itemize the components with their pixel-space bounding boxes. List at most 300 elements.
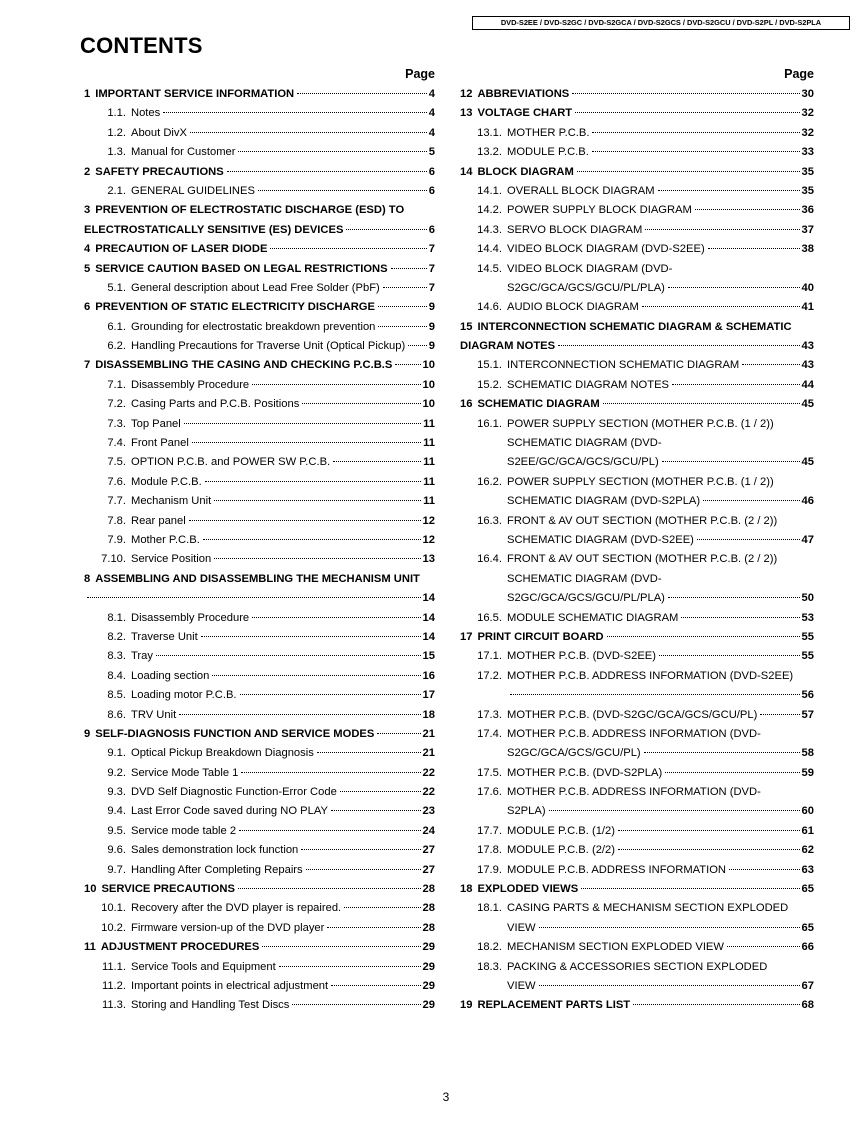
page-reference: 17: [422, 689, 435, 702]
toc-entry: [84, 612, 435, 631]
section-number: 6.2.: [107, 340, 126, 353]
toc-entry: [84, 650, 435, 669]
dot-leader: [270, 248, 426, 249]
toc-entry: [84, 534, 435, 553]
page-reference: 23: [422, 805, 435, 818]
section-number: 7.5.: [107, 456, 126, 469]
toc-entry: [84, 340, 435, 359]
section-title: Important points in electrical adjustment: [131, 979, 329, 992]
page-reference: 10: [422, 359, 435, 372]
toc-entry: [460, 418, 814, 437]
dot-leader: [577, 171, 800, 172]
page-reference: 14: [422, 592, 435, 605]
section-title: MODULE P.C.B. ADDRESS INFORMATION: [507, 863, 727, 876]
toc-entry: [84, 437, 435, 456]
toc-entry: [84, 883, 435, 902]
section-title: MODULE P.C.B.: [507, 146, 589, 159]
toc-entry: [460, 107, 814, 126]
page-reference: 68: [801, 999, 814, 1012]
page-reference: 11: [423, 437, 435, 450]
dot-leader: [163, 112, 427, 113]
section-number: 8.6.: [107, 708, 126, 721]
page-reference: 12: [422, 514, 435, 527]
dot-leader: [659, 655, 800, 656]
toc-entry: [460, 980, 814, 999]
toc-entry: [84, 282, 435, 301]
section-number: 7.4.: [107, 437, 126, 450]
section-number: 15.2.: [477, 378, 502, 391]
toc-entry: [460, 398, 814, 417]
page-reference: 22: [422, 766, 435, 779]
dot-leader: [201, 636, 421, 637]
section-number: 15: [460, 320, 473, 333]
dot-leader: [346, 229, 426, 230]
toc-entry: [84, 902, 435, 921]
page-reference: 10: [422, 398, 435, 411]
page-column-header: Page: [405, 67, 435, 81]
section-title: Service Position: [131, 553, 212, 566]
toc-entry: [460, 631, 814, 650]
section-title: Notes: [131, 107, 161, 120]
toc-entry: [460, 961, 814, 980]
section-title: VIDEO BLOCK DIAGRAM (DVD-: [507, 262, 673, 275]
page-reference: 24: [422, 824, 435, 837]
toc-entry: [84, 980, 435, 999]
dot-leader: [214, 500, 421, 501]
page-reference: 50: [801, 592, 814, 605]
page-reference: 12: [422, 533, 435, 546]
section-number: 1.2.: [107, 126, 126, 139]
section-title: SCHEMATIC DIAGRAM (DVD-: [507, 437, 662, 450]
page-reference: 27: [422, 863, 435, 876]
page-reference: 21: [422, 747, 435, 760]
page-reference: 35: [801, 165, 814, 178]
dot-leader: [642, 306, 800, 307]
page-reference: 43: [801, 359, 814, 372]
page-reference: 55: [801, 630, 814, 643]
dot-leader: [302, 403, 420, 404]
section-title: PRINT CIRCUIT BOARD: [477, 630, 604, 643]
section-title: ELECTROSTATICALLY SENSITIVE (ES) DEVICES: [84, 223, 344, 236]
section-title: Service Tools and Equipment: [131, 960, 276, 973]
dot-leader: [292, 1004, 420, 1005]
page-reference: 11: [423, 417, 435, 430]
section-title: IMPORTANT SERVICE INFORMATION: [95, 88, 295, 100]
section-number: 3: [84, 204, 91, 217]
page-reference: 32: [801, 107, 814, 120]
toc-entry: [84, 553, 435, 572]
dot-leader: [668, 597, 800, 598]
dot-leader: [179, 714, 420, 715]
dot-leader: [262, 946, 420, 947]
section-title: POWER SUPPLY SECTION (MOTHER P.C.B. (1 / 2)): [507, 475, 774, 488]
dot-leader: [581, 888, 799, 889]
section-number: 10.2.: [101, 921, 126, 934]
toc-entry: [84, 398, 435, 417]
dot-leader: [327, 927, 420, 928]
section-number: 14.3.: [477, 223, 502, 236]
toc-entry: [84, 592, 435, 611]
toc-right-column: [460, 64, 814, 1019]
section-title: SCHEMATIC DIAGRAM (DVD-: [507, 572, 662, 585]
page-reference: 47: [801, 533, 814, 546]
section-title: MOTHER P.C.B. ADDRESS INFORMATION (DVD-: [507, 727, 761, 740]
toc-entry: [84, 456, 435, 475]
toc-entry: [84, 146, 435, 165]
section-title: Service Mode Table 1: [131, 766, 239, 779]
section-title: GENERAL GUIDELINES: [131, 184, 255, 197]
toc-entry: [84, 864, 435, 883]
section-title: DIAGRAM NOTES: [460, 340, 556, 353]
toc-entry: [84, 185, 435, 204]
dot-leader: [252, 617, 420, 618]
toc-entry: [460, 825, 814, 844]
page-reference: 36: [801, 204, 814, 217]
page-reference: 66: [801, 941, 814, 954]
section-number: 9.3.: [107, 786, 126, 799]
section-title: MODULE SCHEMATIC DIAGRAM: [507, 611, 679, 624]
page-reference: 56: [801, 689, 814, 702]
dot-leader: [572, 93, 799, 94]
toc-entry: [460, 146, 814, 165]
section-number: 14.6.: [477, 301, 502, 314]
dot-leader: [156, 655, 421, 656]
section-number: 11: [84, 941, 96, 954]
section-number: 18.1.: [477, 902, 502, 915]
dot-leader: [378, 306, 427, 307]
toc-entry: [460, 185, 814, 204]
section-title: S2EE/GC/GCA/GCS/GCU/PL): [507, 456, 659, 469]
section-number: 9.7.: [107, 863, 126, 876]
page-reference: 37: [801, 223, 814, 236]
toc-entry: [84, 224, 435, 243]
section-title: Handling After Completing Repairs: [131, 863, 303, 876]
dot-leader: [662, 461, 800, 462]
section-title: SCHEMATIC DIAGRAM (DVD-S2PLA): [507, 495, 701, 508]
dot-leader: [760, 714, 799, 715]
section-title: SERVO BLOCK DIAGRAM: [507, 223, 643, 236]
section-title: INTERCONNECTION SCHEMATIC DIAGRAM: [507, 359, 740, 372]
section-number: 6.1.: [107, 320, 126, 333]
dot-leader: [695, 209, 800, 210]
toc-entry: [84, 107, 435, 126]
section-title: SCHEMATIC DIAGRAM (DVD-S2EE): [507, 533, 694, 546]
toc-entry: [460, 844, 814, 863]
page-reference: 29: [422, 941, 435, 954]
page-reference: 7: [428, 281, 435, 294]
page-reference: 38: [801, 243, 814, 256]
toc-entry: [460, 263, 814, 282]
dot-leader: [645, 229, 799, 230]
section-title: PRECAUTION OF LASER DIODE: [95, 243, 268, 256]
section-title: PREVENTION OF STATIC ELECTRICITY DISCHARGE: [95, 301, 375, 314]
section-title: SAFETY PRECAUTIONS: [95, 165, 224, 178]
dot-leader: [391, 268, 427, 269]
section-title: ASSEMBLING AND DISASSEMBLING THE MECHANISM UNIT: [95, 572, 420, 585]
page-reference: 43: [801, 340, 814, 353]
page-column-header: Page: [784, 67, 814, 81]
dot-leader: [575, 112, 799, 113]
dot-leader: [703, 500, 799, 501]
dot-leader: [408, 345, 427, 346]
page-title: CONTENTS: [80, 33, 203, 58]
dot-leader: [607, 636, 800, 637]
page-reference: 13: [422, 553, 435, 566]
section-title: MECHANISM SECTION EXPLODED VIEW: [507, 941, 724, 954]
section-number: 13.1.: [477, 126, 502, 139]
toc-entry: [460, 495, 814, 514]
toc-entry: [460, 999, 814, 1018]
section-title: Mother P.C.B.: [131, 533, 200, 546]
section-number: 17.4.: [477, 727, 502, 740]
model-list-header: DVD-S2EE / DVD-S2GC / DVD-S2GCA / DVD-S2GCS / DVD-S2GCU / DVD-S2PL / DVD-S2PLA: [472, 16, 850, 30]
section-number: 7.10.: [101, 553, 126, 566]
toc-entry: [460, 224, 814, 243]
page-reference: 67: [801, 979, 814, 992]
toc-entry: [84, 670, 435, 689]
section-title: Grounding for electrostatic breakdown prevention: [131, 320, 376, 333]
section-title: REPLACEMENT PARTS LIST: [477, 999, 631, 1012]
toc-entry: [460, 902, 814, 921]
section-number: 7.7.: [107, 495, 126, 508]
section-title: Service mode table 2: [131, 824, 237, 837]
toc-entry: [84, 689, 435, 708]
dot-leader: [697, 539, 800, 540]
section-number: 7: [84, 359, 91, 372]
toc-entry: [84, 359, 435, 378]
section-number: 9: [84, 727, 91, 740]
page-reference: 41: [801, 301, 814, 314]
section-title: Last Error Code saved during NO PLAY: [131, 805, 328, 818]
section-number: 17.1.: [477, 650, 502, 663]
page-reference: 22: [422, 786, 435, 799]
section-number: 16.5.: [477, 611, 502, 624]
section-title: MODULE P.C.B. (1/2): [507, 824, 615, 837]
section-title: About DivX: [131, 126, 187, 139]
section-title: MOTHER P.C.B. (DVD-S2GC/GCA/GCS/GCU/PL): [507, 708, 758, 721]
toc-entry: [460, 321, 814, 340]
dot-leader: [377, 733, 420, 734]
section-number: 15.1.: [477, 359, 502, 372]
section-title: VIDEO BLOCK DIAGRAM (DVD-S2EE): [507, 243, 705, 256]
toc-entry: [460, 456, 814, 475]
dot-leader: [238, 888, 421, 889]
toc-entry: [84, 476, 435, 495]
dot-leader: [742, 364, 799, 365]
toc-entry: [460, 476, 814, 495]
section-number: 18: [460, 883, 473, 896]
page-reference: 4: [428, 126, 435, 139]
section-number: 14.5.: [477, 262, 502, 275]
page-reference: 28: [422, 921, 435, 934]
section-title: VIEW: [507, 921, 536, 934]
section-title: Front Panel: [131, 437, 189, 450]
page-reference: 5: [428, 146, 435, 159]
toc-entry: [84, 127, 435, 146]
dot-leader: [644, 752, 800, 753]
dot-leader: [592, 132, 799, 133]
page-reference: 14: [422, 630, 435, 643]
toc-entry: [460, 534, 814, 553]
page-reference: 7: [428, 262, 435, 275]
section-title: PREVENTION OF ELECTROSTATIC DISCHARGE (ESD) TO: [95, 204, 405, 217]
section-title: POWER SUPPLY SECTION (MOTHER P.C.B. (1 / 2)): [507, 417, 774, 430]
dot-leader: [189, 520, 421, 521]
section-number: 7.3.: [107, 417, 126, 430]
dot-leader: [340, 791, 421, 792]
page-reference: 11: [423, 475, 435, 488]
page-reference: 6: [428, 184, 435, 197]
section-title: OPTION P.C.B. and POWER SW P.C.B.: [131, 456, 331, 469]
dot-leader: [331, 985, 420, 986]
dot-leader: [192, 442, 421, 443]
toc-entry: [460, 340, 814, 359]
section-title: BLOCK DIAGRAM: [477, 165, 574, 178]
page-reference: 15: [422, 650, 435, 663]
toc-entry: [84, 844, 435, 863]
dot-leader: [633, 1004, 799, 1005]
section-number: 5: [84, 262, 91, 275]
dot-leader: [258, 190, 427, 191]
section-title: SERVICE CAUTION BASED ON LEGAL RESTRICTIONS: [95, 262, 388, 275]
toc-entry: [460, 88, 814, 107]
dot-leader: [378, 326, 426, 327]
page-reference: 44: [801, 378, 814, 391]
section-title: DISASSEMBLING THE CASING AND CHECKING P.C.B.S: [95, 359, 393, 372]
section-title: SCHEMATIC DIAGRAM NOTES: [507, 378, 670, 391]
page-reference: 10: [422, 378, 435, 391]
section-number: 13.2.: [477, 146, 502, 159]
section-number: 6: [84, 301, 91, 314]
page-reference: 28: [422, 883, 435, 896]
section-number: 9.2.: [107, 766, 126, 779]
section-title: Loading motor P.C.B.: [131, 689, 237, 702]
dot-leader: [395, 364, 420, 365]
page-reference: 9: [428, 320, 435, 333]
toc-entry: [84, 204, 435, 223]
section-title: FRONT & AV OUT SECTION (MOTHER P.C.B. (2 / 2)): [507, 553, 778, 566]
section-number: 1: [84, 88, 91, 100]
dot-leader: [306, 869, 421, 870]
toc-entry: [460, 282, 814, 301]
toc-entry: [84, 999, 435, 1018]
section-number: 16.4.: [477, 553, 502, 566]
toc-entry: [84, 301, 435, 320]
section-title: Optical Pickup Breakdown Diagnosis: [131, 747, 314, 760]
toc-entries: [84, 88, 435, 1019]
page-reference: 29: [422, 979, 435, 992]
page-reference: 16: [422, 669, 435, 682]
toc-entry: [460, 767, 814, 786]
section-title: MOTHER P.C.B.: [507, 126, 590, 139]
dot-leader: [279, 966, 421, 967]
page-reference: 14: [422, 611, 435, 624]
page-reference: 29: [422, 960, 435, 973]
page-reference: 63: [801, 863, 814, 876]
page-reference: 33: [801, 146, 814, 159]
dot-leader: [618, 849, 800, 850]
section-number: 19: [460, 999, 473, 1012]
dot-leader: [672, 384, 800, 385]
section-title: Traverse Unit: [131, 630, 198, 643]
dot-leader: [301, 849, 420, 850]
dot-leader: [383, 287, 427, 288]
section-number: 8.1.: [107, 611, 126, 624]
section-title: SERVICE PRECAUTIONS: [101, 883, 235, 896]
section-title: MOTHER P.C.B. ADDRESS INFORMATION (DVD-: [507, 786, 761, 799]
section-number: 17: [460, 630, 473, 643]
dot-leader: [668, 287, 800, 288]
section-title: Storing and Handling Test Discs: [131, 999, 290, 1012]
section-number: 4: [84, 243, 91, 256]
toc-entry: [84, 379, 435, 398]
page-reference: 21: [422, 727, 435, 740]
section-title: Loading section: [131, 669, 210, 682]
page-reference: 40: [801, 281, 814, 294]
toc-entry: [460, 864, 814, 883]
section-title: Handling Precautions for Traverse Unit (Optical Pickup): [131, 340, 406, 353]
dot-leader: [618, 830, 800, 831]
toc-entry: [84, 88, 435, 107]
section-number: 8.5.: [107, 689, 126, 702]
toc-entry: [460, 689, 814, 708]
dot-leader: [184, 423, 421, 424]
dot-leader: [665, 772, 799, 773]
page-reference: 6: [428, 223, 435, 236]
toc-entry: [84, 805, 435, 824]
toc-entry: [460, 670, 814, 689]
section-title: S2GC/GCA/GCS/GCU/PL/PLA): [507, 281, 665, 294]
page-reference: 4: [428, 107, 435, 120]
dot-leader: [331, 810, 421, 811]
section-number: 16.2.: [477, 475, 502, 488]
dot-leader: [214, 558, 420, 559]
section-title: EXPLODED VIEWS: [477, 883, 579, 896]
section-number: 18.2.: [477, 941, 502, 954]
section-number: 17.6.: [477, 786, 502, 799]
toc-entry: [460, 127, 814, 146]
section-title: DVD Self Diagnostic Function-Error Code: [131, 786, 337, 799]
toc-entries: [460, 88, 814, 1019]
section-number: 17.2.: [477, 669, 502, 682]
toc-entry: [84, 495, 435, 514]
toc-entry: [84, 709, 435, 728]
section-title: SCHEMATIC DIAGRAM: [477, 398, 600, 411]
section-title: Recovery after the DVD player is repaired.: [131, 902, 342, 915]
page-reference: 27: [422, 844, 435, 857]
section-number: 17.3.: [477, 708, 502, 721]
section-number: 9.6.: [107, 844, 126, 857]
page-reference: 6: [428, 165, 435, 178]
toc-entry: [460, 515, 814, 534]
section-title: TRV Unit: [131, 708, 177, 721]
page-reference: 57: [801, 708, 814, 721]
page-reference: 45: [801, 398, 814, 411]
section-number: 9.4.: [107, 805, 126, 818]
page-reference: 45: [801, 456, 814, 469]
toc-entry: [460, 922, 814, 941]
section-number: 8: [84, 572, 91, 585]
dot-leader: [227, 171, 427, 172]
section-title: VIEW: [507, 979, 536, 992]
dot-leader: [729, 869, 800, 870]
toc-entry: [84, 728, 435, 747]
page-reference: 62: [801, 844, 814, 857]
section-number: 11.1.: [101, 960, 126, 973]
section-number: 18.3.: [477, 960, 502, 973]
section-title: Top Panel: [131, 417, 181, 430]
toc-entry: [84, 166, 435, 185]
